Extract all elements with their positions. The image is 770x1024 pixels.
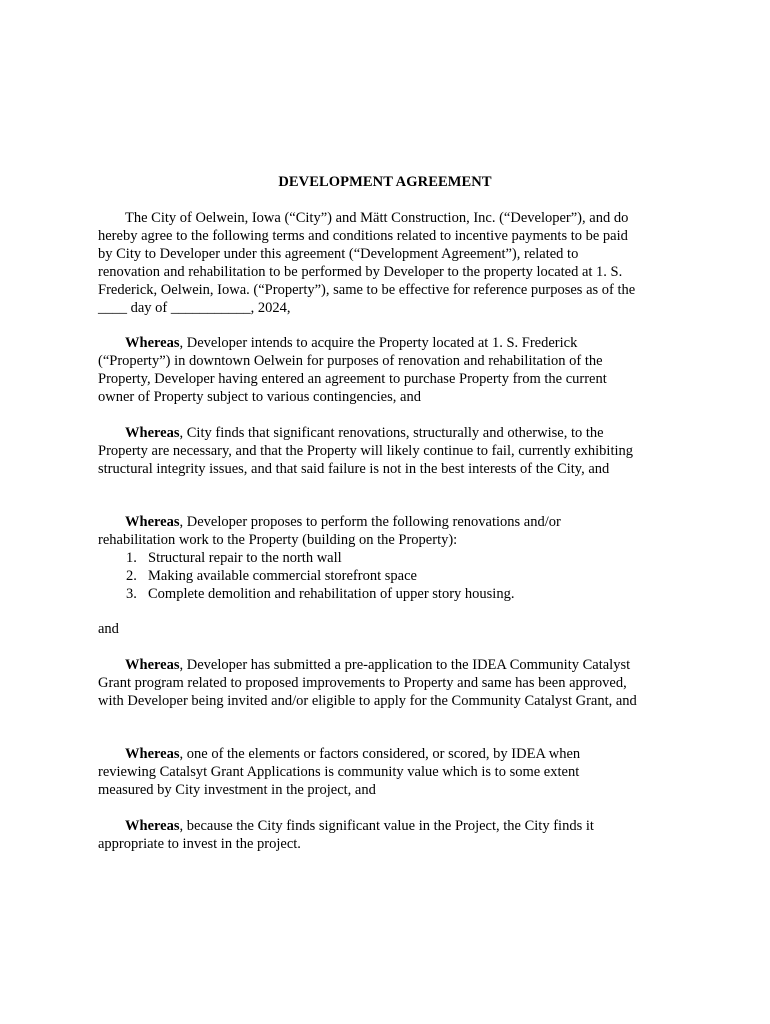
whereas-paragraph-1 xyxy=(98,334,638,406)
whereas-paragraph-6 xyxy=(98,817,638,853)
whereas-2-body: , City finds that significant renovations, structurally and otherwise, to the Property are necessary, and that the Property will likely continue to fail, currently exhibiting structural integrity issues, and that said failure is not in the best interests of the City, and xyxy=(98,425,633,477)
whereas-label: Whereas xyxy=(125,746,180,762)
list-item-text: Making available commercial storefront space xyxy=(148,568,417,584)
whereas-3-text xyxy=(98,513,638,549)
whereas-label: Whereas xyxy=(125,335,180,351)
whereas-label: Whereas xyxy=(125,818,180,834)
list-item xyxy=(98,567,638,585)
list-item xyxy=(98,585,638,603)
list-item-number: 3. xyxy=(126,586,137,602)
whereas-label: Whereas xyxy=(125,514,180,530)
and-paragraph xyxy=(98,620,638,638)
document-title: DEVELOPMENT AGREEMENT xyxy=(278,174,492,190)
whereas-paragraph-5 xyxy=(98,745,638,799)
whereas-label: Whereas xyxy=(125,425,180,441)
whereas-2-text xyxy=(98,424,638,478)
list-item-text: Complete demolition and rehabilitation of upper story housing. xyxy=(148,586,515,602)
whereas-6-body: , because the City finds significant value in the Project, the City finds it appropriate to invest in the project. xyxy=(98,818,594,852)
whereas-paragraph-2 xyxy=(98,424,638,478)
whereas-3-body: , Developer proposes to perform the following renovations and/or rehabilitation work to the Property (building on the Property): xyxy=(98,514,561,548)
whereas-paragraph-3 xyxy=(98,513,638,603)
list-item xyxy=(98,549,638,567)
whereas-6-text xyxy=(98,817,638,853)
whereas-4-text xyxy=(98,656,638,710)
whereas-paragraph-4 xyxy=(98,656,638,710)
whereas-5-body: , one of the elements or factors considered, or scored, by IDEA when reviewing Catalsyt Grant Applications is community value which is to some extent measured by City investment in the project, and xyxy=(98,746,581,798)
whereas-4-body: , Developer has submitted a pre-application to the IDEA Community Catalyst Grant program related to proposed improvements to Property and same has been approved, with Developer being invited and/or eligible to apply for the Community Catalyst Grant, and xyxy=(98,657,637,709)
list-item-number: 1. xyxy=(126,550,137,566)
list-item-text: Structural repair to the north wall xyxy=(148,550,342,566)
and-text: and xyxy=(98,621,119,637)
renovation-list xyxy=(98,549,638,603)
list-item-number: 2. xyxy=(126,568,137,584)
whereas-label: Whereas xyxy=(125,657,180,673)
intro-paragraph xyxy=(98,209,638,317)
whereas-5-text xyxy=(98,745,638,799)
whereas-1-text xyxy=(98,334,638,406)
whereas-1-body: , Developer intends to acquire the Property located at 1. S. Frederick (“Property”) in downtown Oelwein for purposes of renovation and rehabilitation of the Property, Developer having entered an agreement to purchase Property from the current owner of Property subject to various contingencies, and xyxy=(98,335,607,405)
intro-text: The City of Oelwein, Iowa (“City”) and Mätt Construction, Inc. (“Developer”), and do hereby agree to the following terms and conditions related to incentive payments to be paid by City to Developer under this agreement (“Development Agreement”), related to renovation and rehabilitation to be performed by Developer to the property located at 1. S. Frederick, Oelwein, Iowa. (“Property”), same to be effective for reference purposes as of the ____ day of ___________, 2024, xyxy=(98,210,636,316)
